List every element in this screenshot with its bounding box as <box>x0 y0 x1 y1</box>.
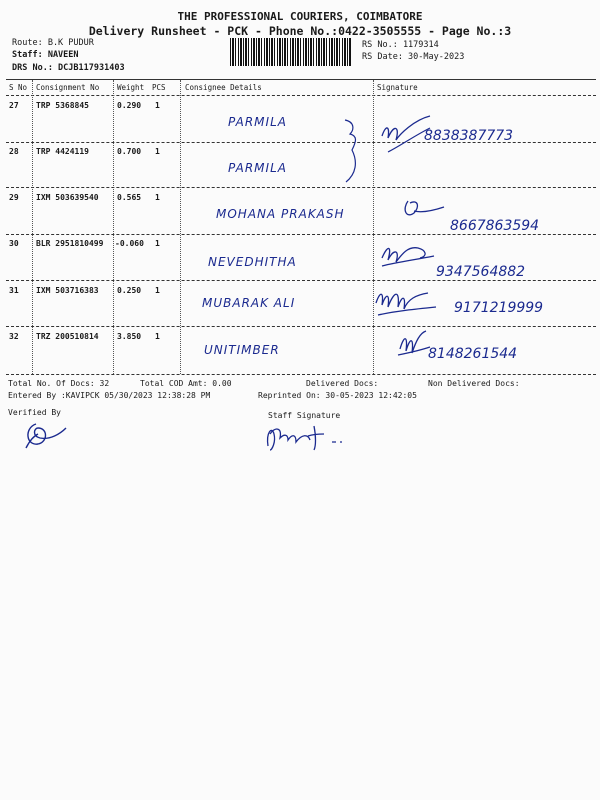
row-rule <box>6 187 596 188</box>
row-consignee: MUBARAK ALI <box>202 296 296 310</box>
col-consignment: Consignment No <box>36 83 100 92</box>
row-sno: 32 <box>9 332 19 341</box>
row-phone: 9347564882 <box>436 264 526 280</box>
row-pcs: 1 <box>155 101 160 110</box>
col-pcs: PCS <box>152 83 166 92</box>
staff-signature-label: Staff Signature <box>268 411 341 420</box>
row-consignment: BLR 2951810499 <box>36 239 104 248</box>
row-consignee: PARMILA <box>228 115 287 129</box>
row-phone: 9171219999 <box>454 300 544 316</box>
row-pcs: 1 <box>155 147 160 156</box>
rs-number: RS No.: 1179314 <box>362 40 439 50</box>
verified-by-label: Verified By <box>8 408 61 417</box>
row-consignment: IXM 503639540 <box>36 193 99 202</box>
row-sno: 28 <box>9 147 19 156</box>
row-weight: 0.700 <box>117 147 142 156</box>
non-delivered-docs: Non Delivered Docs: <box>428 379 520 388</box>
row-weight: 3.850 <box>117 332 142 341</box>
col-sno: S No <box>9 83 28 92</box>
signature-bracket-mark <box>340 112 440 192</box>
staff-signature <box>262 420 372 456</box>
row-pcs: 1 <box>155 239 160 248</box>
row-consignee: NEVEDHITHA <box>208 255 297 269</box>
delivered-docs: Delivered Docs: <box>306 379 379 388</box>
table-top-rule <box>6 79 596 80</box>
row-phone: 8148261544 <box>428 346 518 362</box>
drs-number: DRS No.: DCJB117931403 <box>12 63 125 73</box>
verified-signature <box>20 418 70 452</box>
row-sno: 31 <box>9 286 19 295</box>
row-phone: 8667863594 <box>450 218 540 234</box>
row-weight: 0.290 <box>117 101 142 110</box>
row-consignee: MOHANA PRAKASH <box>216 207 345 221</box>
total-docs: Total No. Of Docs: 32 <box>8 379 110 388</box>
row-rule <box>6 374 596 375</box>
row-rule <box>6 234 596 235</box>
col-consignee: Consignee Details <box>185 83 262 92</box>
col-signature: Signature <box>377 83 418 92</box>
company-title: THE PROFESSIONAL COURIERS, COIMBATORE <box>177 10 423 23</box>
signature-row-31 <box>372 285 442 325</box>
col-weight: Weight <box>117 83 145 92</box>
signature-row-29 <box>400 195 450 225</box>
row-consignment: TRP 5368845 <box>36 101 89 110</box>
row-weight: 0.250 <box>117 286 142 295</box>
row-weight: -0.060 <box>115 239 144 248</box>
row-sno: 30 <box>9 239 19 248</box>
header-rule <box>6 95 596 96</box>
row-sno: 29 <box>9 193 19 202</box>
row-pcs: 1 <box>155 332 160 341</box>
entered-by: Entered By :KAVIPCK 05/30/2023 12:38:28 PM <box>8 391 211 400</box>
row-consignment: TRZ 200510814 <box>36 332 99 341</box>
row-rule <box>6 280 596 281</box>
row-pcs: 1 <box>155 286 160 295</box>
rs-date: RS Date: 30-May-2023 <box>362 52 465 62</box>
row-phone: 8838387773 <box>424 128 514 144</box>
col-divider <box>180 80 181 374</box>
row-rule <box>6 326 596 327</box>
route-label: Route: B.K PUDUR <box>12 38 94 48</box>
row-rule <box>6 142 596 143</box>
signature-row-30 <box>378 240 438 270</box>
staff-label: Staff: NAVEEN <box>12 50 79 60</box>
row-consignment: IXM 503716383 <box>36 286 99 295</box>
signature-row-32 <box>396 325 436 361</box>
col-divider <box>113 80 114 374</box>
row-weight: 0.565 <box>117 193 142 202</box>
runsheet-subtitle: Delivery Runsheet - PCK - Phone No.:0422-3505555 - Page No.:3 <box>88 24 512 38</box>
row-consignee: UNITIMBER <box>204 343 280 357</box>
total-cod: Total COD Amt: 0.00 <box>140 379 232 388</box>
row-sno: 27 <box>9 101 19 110</box>
reprinted-on: Reprinted On: 30-05-2023 12:42:05 <box>258 391 417 400</box>
row-pcs: 1 <box>155 193 160 202</box>
barcode <box>230 38 352 66</box>
row-consignment: TRP 4424119 <box>36 147 89 156</box>
row-consignee: PARMILA <box>228 161 287 175</box>
col-divider <box>32 80 33 374</box>
